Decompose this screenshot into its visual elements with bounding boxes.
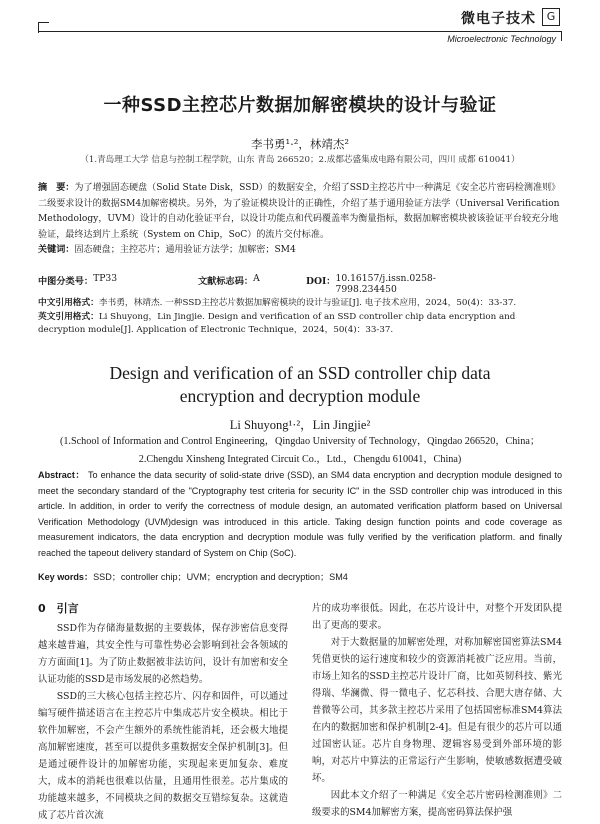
header-end-mark [561,31,562,41]
keywords-en-label: Key words： [38,572,94,582]
citation-en-text: Li Shuyong，Lin Jingjie. Design and verification of an SSD controller chip data encryption and decryption module[J]. Application of Electronic Technique，2024，50(4)：33-37. [38,312,516,335]
doc-code-label: 文献标志码： [198,276,254,287]
clc-value: TP33 [93,273,118,284]
authors-cn: 李书勇¹·²，林靖杰² [251,137,349,151]
authors-en: Li Shuyong¹·²，Lin Jingjie² [229,418,371,432]
abstract-en [38,468,562,561]
body-paragraph: 对于大数据量的加解密处理，对称加解密国密算法SM4凭借更快的运行速度和较少的资源消耗被广泛应用。当前，市场上知名的SSD主控芯片设计厂商，比如英韧科技、紫光得瑞、华澜微、得一微电子、忆芯科技、合肥大唐存储、大普微等公司，其多款主控芯片采用了包括国密标准SM4算法在内的数据加密和保护机制[2-4]。但是有很少的芯片可以通过国密认证。芯片自身物理、逻辑容易受到外部环境的影响，对芯片中算法的正常运行产生影响，使敏感数据遭受破坏。 [312,637,562,784]
body-paragraph: 因此本文介绍了一种满足《安全芯片密码检测准则》二级要求的SM4加解密方案，提高密码算法保护强 [312,790,562,818]
affiliation-en-line1: (1.School of Information and Control Engineering，Qingdao University of Technology，Qingdao 266520，China； [59,436,541,447]
paper-title-en-line1: Design and verification of an SSD controller chip data [109,363,491,383]
body-column-left [38,600,288,824]
journal-name-en: Microelectronic Technology [447,34,556,44]
keywords-en [38,570,562,583]
section-heading-intro: 0 引言 [38,602,79,615]
paper-title-cn: 一种SSD主控芯片数据加解密模块的设计与验证 [103,95,497,116]
abstract-cn [38,181,562,259]
abstract-cn-text: 为了增强固态硬盘（Solid State Disk，SSD）的数据安全，介绍了SSD主控芯片中一种满足《安全芯片密码检测准则》二级要求设计的数据SM4加解密模块。另外，为了验证模块设计的正确性，介绍了基于通用验证方法学（Universal Verification Methodology，UVM）设计的自动化验证平台，以设计功能点和代码覆盖率为衡量指标，数据加解密模块被该验证平台较充分地验证，最终达到片上系统（System on Chip，SoC）的流片交付标准。 [38,183,561,240]
body-paragraph: SSD的三大核心包括主控芯片、闪存和固件，可以通过编写硬件描述语言在主控芯片中集成芯片安全模块。相比于软件加解密，不会产生额外的系统性能消耗，还会极大地提高加解密速度，甚至可以提供多重数据安全保护机制[3]。但是通过硬件设计的加解密功能，实现起来更加复杂、难度大，成本的消耗也很难以估量，且通用性很差。芯片集成的功能越来越多，不同模块之间的数据交互错综复杂。这就造成了芯片首次流 [38,691,288,821]
keywords-en-text: SSD；controller chip；UVM；encryption and decryption；SM4 [93,572,348,582]
journal-name-cn: 微电子技术 [461,11,536,27]
abstract-en-text: To enhance the data security of solid-state drive (SSD), an SM4 data encryption and decryption module designed to meet the secondary standard of the "Cryptography test criteria for security IC" in the SSD controller chip was introduced in this article. In addition, in order to verify the correctness of module design, an automated verification platform based on Universal Verification Methodology (UVM)design was introduced in this article. Taking design function points and code coverage as measurement indicators, the data encryption and decryption module was fully verified by the verification platform. and finally reached the tapeout delivery standard of System on Chip (SoC). [38,470,563,558]
body-paragraph: 片的成功率很低。因此，在芯片设计中，对整个开发团队提出了更高的要求。 [312,603,562,631]
abstract-cn-label: 摘 要： [38,183,75,193]
citation-cn [38,297,562,310]
doi-value: 10.16157/j.issn.0258-7998.234450 [335,273,436,295]
citation-en [38,311,562,337]
body-column-right [312,600,562,821]
doi-label: DOI： [306,276,336,287]
citation-en-label: 英文引用格式： [38,312,99,322]
paper-title-en [0,362,600,408]
citation-cn-text: 李书勇，林靖杰. 一种SSD主控芯片数据加解密模块的设计与验证[J]. 电子技术应用，2024，50(4)：33-37. [98,298,517,308]
keywords-cn-label: 关键词： [38,245,75,255]
body-paragraph: SSD作为存储海量数据的主要载体，保存涉密信息变得越来越普遍，其安全性与可靠性势必会影响到社会各领域的方方面面[1]。为了防止数据被非法访问，设计有加密和安全认证功能的SSD是市场发展的必然趋势。 [38,623,288,685]
keywords-cn-text: 固态硬盘；主控芯片；通用验证方法学；加解密；SM4 [74,245,296,255]
affiliation-cn: （1.青岛理工大学 信息与控制工程学院，山东 青岛 266520；2.成都芯盛集成电路有限公司，四川 成都 610041） [80,155,520,165]
citation-cn-label: 中文引用格式： [38,298,99,308]
paper-title-en-line2: encryption and decryption module [179,386,421,406]
affiliation-en-line2: 2.Chengdu Xinsheng Integrated Circuit Co.，Ltd.，Chengdu 610041，China) [138,454,462,465]
abstract-en-label: Abstract： [38,470,86,480]
doc-code-value: A [253,273,260,284]
clc-label: 中图分类号： [38,276,94,287]
header-rule [38,31,562,32]
journal-logo-icon: G [542,8,560,26]
affiliation-en [0,433,600,469]
